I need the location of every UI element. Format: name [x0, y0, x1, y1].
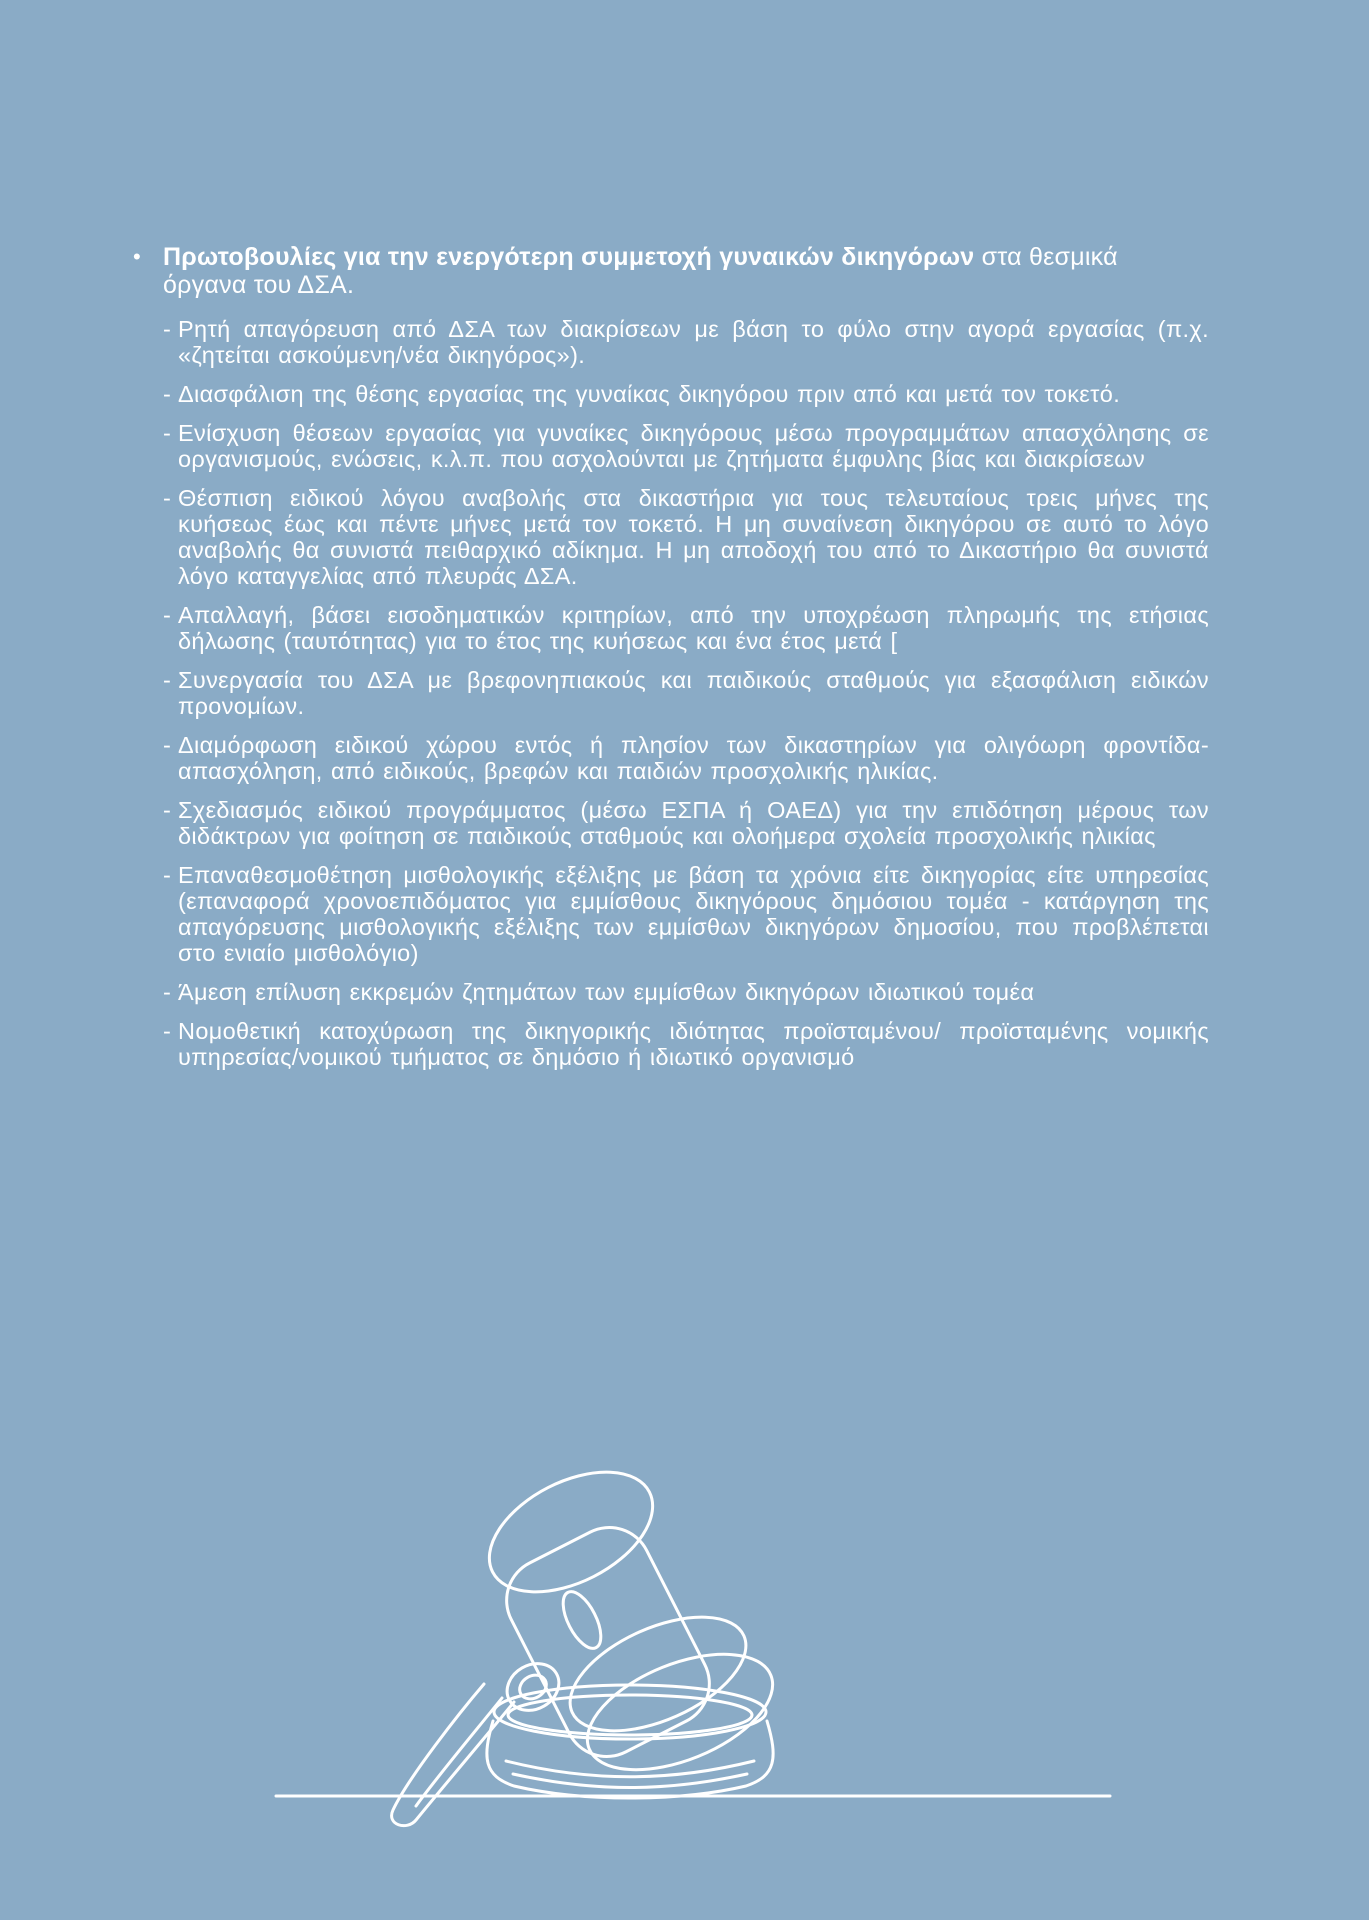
item-text: Άμεση επίλυση εκκρεμών ζητημάτων των εμμίσθων δικηγόρων ιδιωτικού τομέα	[178, 979, 1035, 1005]
item-dash: -	[163, 979, 172, 1005]
item-dash: -	[163, 602, 172, 628]
item-text: Θέσπιση ειδικού λόγου αναβολής στα δικαστήρια για τους τελευταίους τρεις μήνες της κυήσεως έως και πέντε μήνες μετά τον τοκετό. Η μη συναίνεση δικηγόρου σε αυτό το λόγο αναβολής θα συνιστά πειθαρχικό αδίκημα. Η μη αποδοχή του από το Δικαστήριο θα συνιστά λόγο καταγγελίας από πλευράς ΔΣΑ.	[178, 485, 1209, 589]
item-dash: -	[163, 797, 172, 823]
list-item	[163, 797, 1209, 849]
item-text: Επαναθεσμοθέτηση μισθολογικής εξέλιξης με βάση τα χρόνια είτε δικηγορίας είτε υπηρεσίας (επαναφορά χρονοεπιδόματος για εμμίσθους δικηγόρους δημόσιου τομέα - κατάργηση της απαγόρευσης μισθολογικής εξέλιξης των εμμίσθων δικηγόρων δημοσίου, που προβλέπεται στο ενιαίο μισθολόγιο)	[178, 862, 1209, 966]
list-item	[163, 602, 1209, 654]
bullet-marker: •	[133, 244, 141, 269]
list-item	[163, 316, 1209, 368]
gavel-icon	[230, 1440, 1130, 1840]
list-item	[163, 420, 1209, 472]
item-text: Απαλλαγή, βάσει εισοδηματικών κριτηρίων, από την υποχρέωση πληρωμής της ετήσιας δήλωσης (ταυτότητας) για το έτος της κυήσεως και ένα έτος μετά [	[178, 602, 1209, 654]
list-item	[163, 667, 1209, 719]
list-item	[163, 485, 1209, 589]
list-item	[163, 732, 1209, 784]
item-text: Ρητή απαγόρευση από ΔΣΑ των διακρίσεων με βάση το φύλο στην αγορά εργασίας (π.χ. «ζητείται ασκούμενη/νέα δικηγόρος»).	[178, 316, 1209, 368]
item-text: Συνεργασία του ΔΣΑ με βρεφονηπιακούς και παιδικούς σταθμούς για εξασφάλιση ειδικών προνομίων.	[178, 667, 1209, 719]
item-text: Νομοθετική κατοχύρωση της δικηγορικής ιδιότητας προϊσταμένου/ προϊσταμένης νομικής υπηρεσίας/νομικού τμήματος σε δημόσιο ή ιδιωτικό οργανισμό	[178, 1018, 1209, 1070]
heading-line2: όργανα του ΔΣΑ.	[163, 271, 355, 299]
list-item	[163, 979, 1209, 1005]
list-item	[163, 381, 1209, 407]
heading-row	[133, 243, 1209, 299]
heading-regular-text: στα θεσμικά	[974, 243, 1118, 271]
text-block	[133, 243, 1209, 1083]
item-dash: -	[163, 316, 172, 342]
heading-bold-text: Πρωτοβουλίες για την ενεργότερη συμμετοχή γυναικών δικηγόρων	[163, 243, 975, 271]
item-text: Ενίσχυση θέσεων εργασίας για γυναίκες δικηγόρους μέσω προγραμμάτων απασχόλησης σε οργανισμούς, ενώσεις, κ.λ.π. που ασχολούνται με ζητήματα έμφυλης βίας και διακρίσεων	[178, 420, 1209, 472]
gavel-line-art-illustration	[230, 1440, 1130, 1840]
item-dash: -	[163, 732, 172, 758]
initiatives-list	[163, 316, 1209, 1070]
item-dash: -	[163, 485, 172, 511]
item-text: Διασφάλιση της θέσης εργασίας της γυναίκας δικηγόρου πριν από και μετά τον τοκετό.	[178, 381, 1121, 407]
list-item	[163, 862, 1209, 966]
section-heading	[163, 243, 1209, 299]
list-item	[163, 1018, 1209, 1070]
item-dash: -	[163, 381, 172, 407]
item-dash: -	[163, 420, 172, 446]
item-text: Σχεδιασμός ειδικού προγράμματος (μέσω ΕΣΠΑ ή ΟΑΕΔ) για την επιδότηση μέρους των διδάκτρων για φοίτηση σε παιδικούς σταθμούς και ολοήμερα σχολεία προσχολικής ηλικίας	[178, 797, 1209, 849]
item-text: Διαμόρφωση ειδικού χώρου εντός ή πλησίον των δικαστηρίων για ολιγόωρη φροντίδα-απασχόληση, από ειδικούς, βρεφών και παιδιών προσχολικής ηλικίας.	[178, 732, 1209, 784]
item-dash: -	[163, 862, 172, 888]
item-dash: -	[163, 667, 172, 693]
item-dash: -	[163, 1018, 172, 1044]
